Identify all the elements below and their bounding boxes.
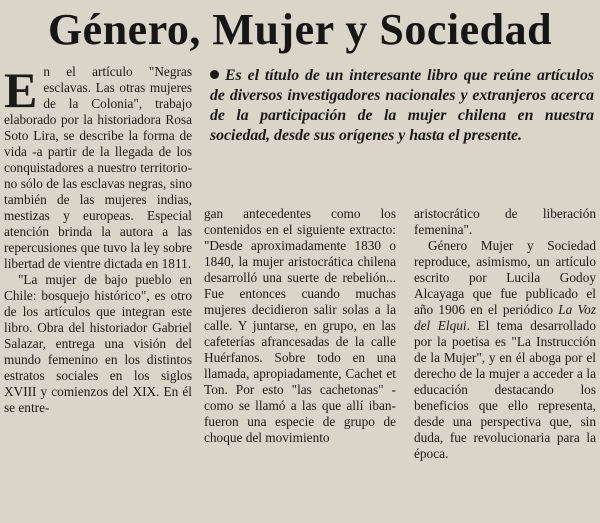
column-3 <box>414 206 596 462</box>
column-3-paragraph-2-text-b: . El tema desarrollado por la poetisa es "La Instrucción de la Mujer", y en él aboga por el derecho de la mujer a acceder a la educación destacando los beneficios que ello representa, desde una perspectiva que, sin duda, fue revolucionaria para la época. <box>414 318 596 461</box>
column-3-paragraph-2-text-a: Género Mujer y Sociedad reproduce, asimismo, un artículo escrito por Lucila Godoy Alcayaga que fue publicado el año 1906 en el periódico <box>414 238 596 317</box>
column-2 <box>204 206 396 446</box>
column-1-paragraph-1-text: n el artículo "Negras esclavas. Las otras mujeres de la Colonia", trabajo elaborado por la historiadora Rosa Soto Lira, se describe la forma de vida -a partir de la llegada de los conquistadores a nuestro territorio- no sólo de las esclavas negras, sino también de las mujeres indias, mestizas y europeas. Especial atención brinda la autora a las repercusiones que tuvo la ley sobre libertad de vientre dictada en 1811. <box>4 64 192 271</box>
lead-paragraph <box>210 66 594 146</box>
headline: Género, Mujer y Sociedad <box>47 5 553 54</box>
column-2-paragraph-1: gan antecedentes como los contenidos en el siguiente extracto: "Desde aproximadamente 1830 o 1840, la mujer aristocrática chilena desarrolló una suerte de rebelión... Fue entonces cuando muchas mujeres decidieron salir solas a la calle. Y juntarse, en grupo, en las cafeterías afrancesadas de la calle Huérfanos. Sobre todo en una llamada, apropiadamente, Cachet et Ton. Por esto "las cachetonas" -como se llamó a las que allí iban- fueron una especie de grupo de choque del movimiento <box>204 206 396 445</box>
bullet-dot-icon <box>210 70 219 79</box>
column-3-paragraph-2 <box>414 238 596 462</box>
column-1-paragraph-1 <box>4 64 192 272</box>
column-1 <box>4 64 192 416</box>
column-1-paragraph-2: "La mujer de bajo pueblo en Chile: bosquejo histórico", es otro de los artículos que integran este libro. Obra del historiador Gabriel Salazar, entrega una visión del mundo femenino en los distintos estratos sociales en los siglos XVIII y comienzos del XIX. En él se entre- <box>4 272 192 415</box>
newspaper-title: La Voz del Elqui <box>414 302 597 333</box>
drop-cap: E <box>4 62 38 118</box>
lead-text: Es el título de un interesante libro que reúne artículos de diversos investigadores nacionales y extranjeros acerca de la participación de la mujer chilena en nuestra sociedad, desde sus orígenes y hasta el presente. <box>210 67 594 144</box>
column-3-paragraph-1: aristocrático de liberación femenina". <box>414 206 596 237</box>
